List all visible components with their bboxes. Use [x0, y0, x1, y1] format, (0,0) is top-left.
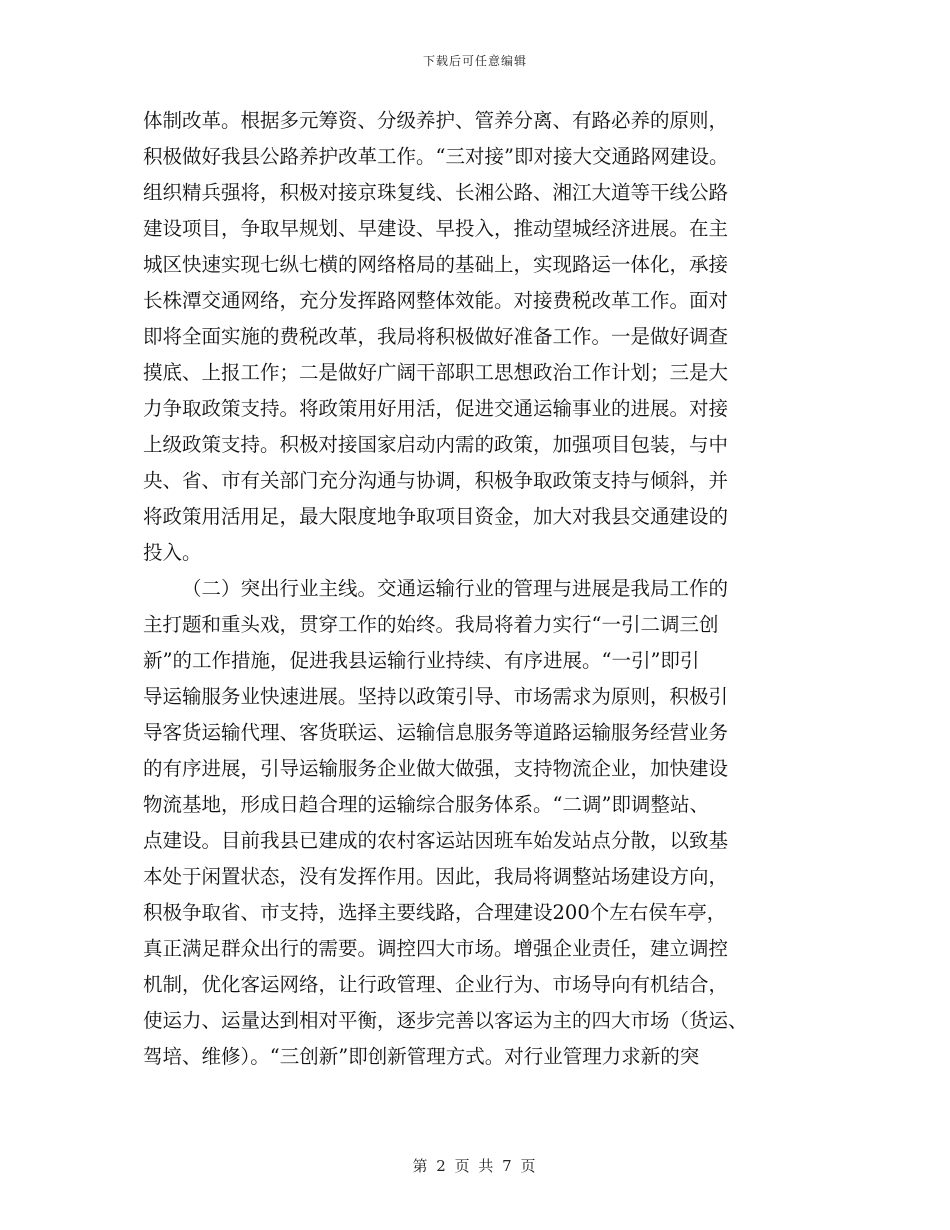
text-line: 的有序进展，引导运输服务企业做大做强，支持物流企业，加快建设 — [143, 757, 729, 780]
text-line: 真正满足群众出行的需要。调控四大市场。增强企业责任，建立调控 — [143, 937, 729, 960]
text-line: 积极做好我县公路养护改革工作。“三对接”即对接大交通路网建设。 — [143, 145, 729, 168]
paragraph-start-line: （二）突出行业主线。交通运输行业的管理与进展是我局工作的 — [182, 577, 729, 600]
page-header: 下载后可任意编辑 — [422, 54, 527, 68]
text-line: 摸底、上报工作；二是做好广阔干部职工思想政治工作计划；三是大 — [143, 361, 729, 384]
text-line: 体制改革。根据多元筹资、分级养护、管养分离、有路必养的原则， — [143, 109, 729, 132]
text-line: 积极争取省、市支持，选择主要线路，合理建设200个左右侯车亭， — [143, 901, 727, 924]
text-line: 上级政策支持。积极对接国家启动内需的政策，加强项目包装，与中 — [143, 433, 729, 456]
text-line: 主打题和重头戏，贯穿工作的始终。我局将着力实行“一引二调三创 — [143, 613, 719, 636]
text-line: 机制，优化客运网络，让行政管理、企业行为、市场导向有机结合， — [143, 973, 729, 996]
text-line: 城区快速实现七纵七横的网络格局的基础上，实现路运一体化，承接 — [143, 253, 729, 276]
text-line: 新”的工作措施，促进我县运输行业持续、有序进展。“一引”即引 — [143, 649, 700, 672]
text-line: 导客货运输代理、客货联运、运输信息服务等道路运输服务经营业务 — [143, 721, 729, 744]
text-line: 导运输服务业快速进展。坚持以政策引导、市场需求为原则，积极引 — [143, 685, 729, 708]
page-number-footer: 第 2 页 共 7 页 — [412, 1157, 538, 1175]
text-line: 力争取政策支持。将政策用好用活，促进交通运输事业的进展。对接 — [143, 397, 729, 420]
text-line: 组织精兵强将，积极对接京珠复线、长湘公路、湘江大道等干线公路 — [143, 181, 729, 204]
text-line: 使运力、运量达到相对平衡，逐步完善以客运为主的四大市场（货运、 — [143, 1009, 748, 1032]
text-line: 央、省、市有关部门充分沟通与协调，积极争取政策支持与倾斜，并 — [143, 469, 729, 492]
text-line: 驾培、维修）。“三创新”即创新管理方式。对行业管理力求新的突 — [143, 1045, 700, 1068]
text-line: 建设项目，争取早规划、早建设、早投入，推动望城经济进展。在主 — [143, 217, 729, 240]
body-text — [143, 103, 808, 1075]
text-line: 长株潭交通网络，充分发挥路网整体效能。对接费税改革工作。面对 — [143, 289, 729, 312]
text-line: 点建设。目前我县已建成的农村客运站因班车始发站点分散，以致基 — [143, 829, 729, 852]
text-line: 即将全面实施的费税改革，我局将积极做好准备工作。一是做好调查 — [143, 325, 729, 348]
text-line: 物流基地，形成日趋合理的运输综合服务体系。“二调”即调整站、 — [143, 793, 709, 816]
text-line: 投入。 — [143, 541, 202, 564]
text-line: 将政策用活用足，最大限度地争取项目资金，加大对我县交通建设的 — [143, 505, 729, 528]
text-line: 本处于闲置状态，没有发挥作用。因此，我局将调整站场建设方向， — [143, 865, 729, 888]
